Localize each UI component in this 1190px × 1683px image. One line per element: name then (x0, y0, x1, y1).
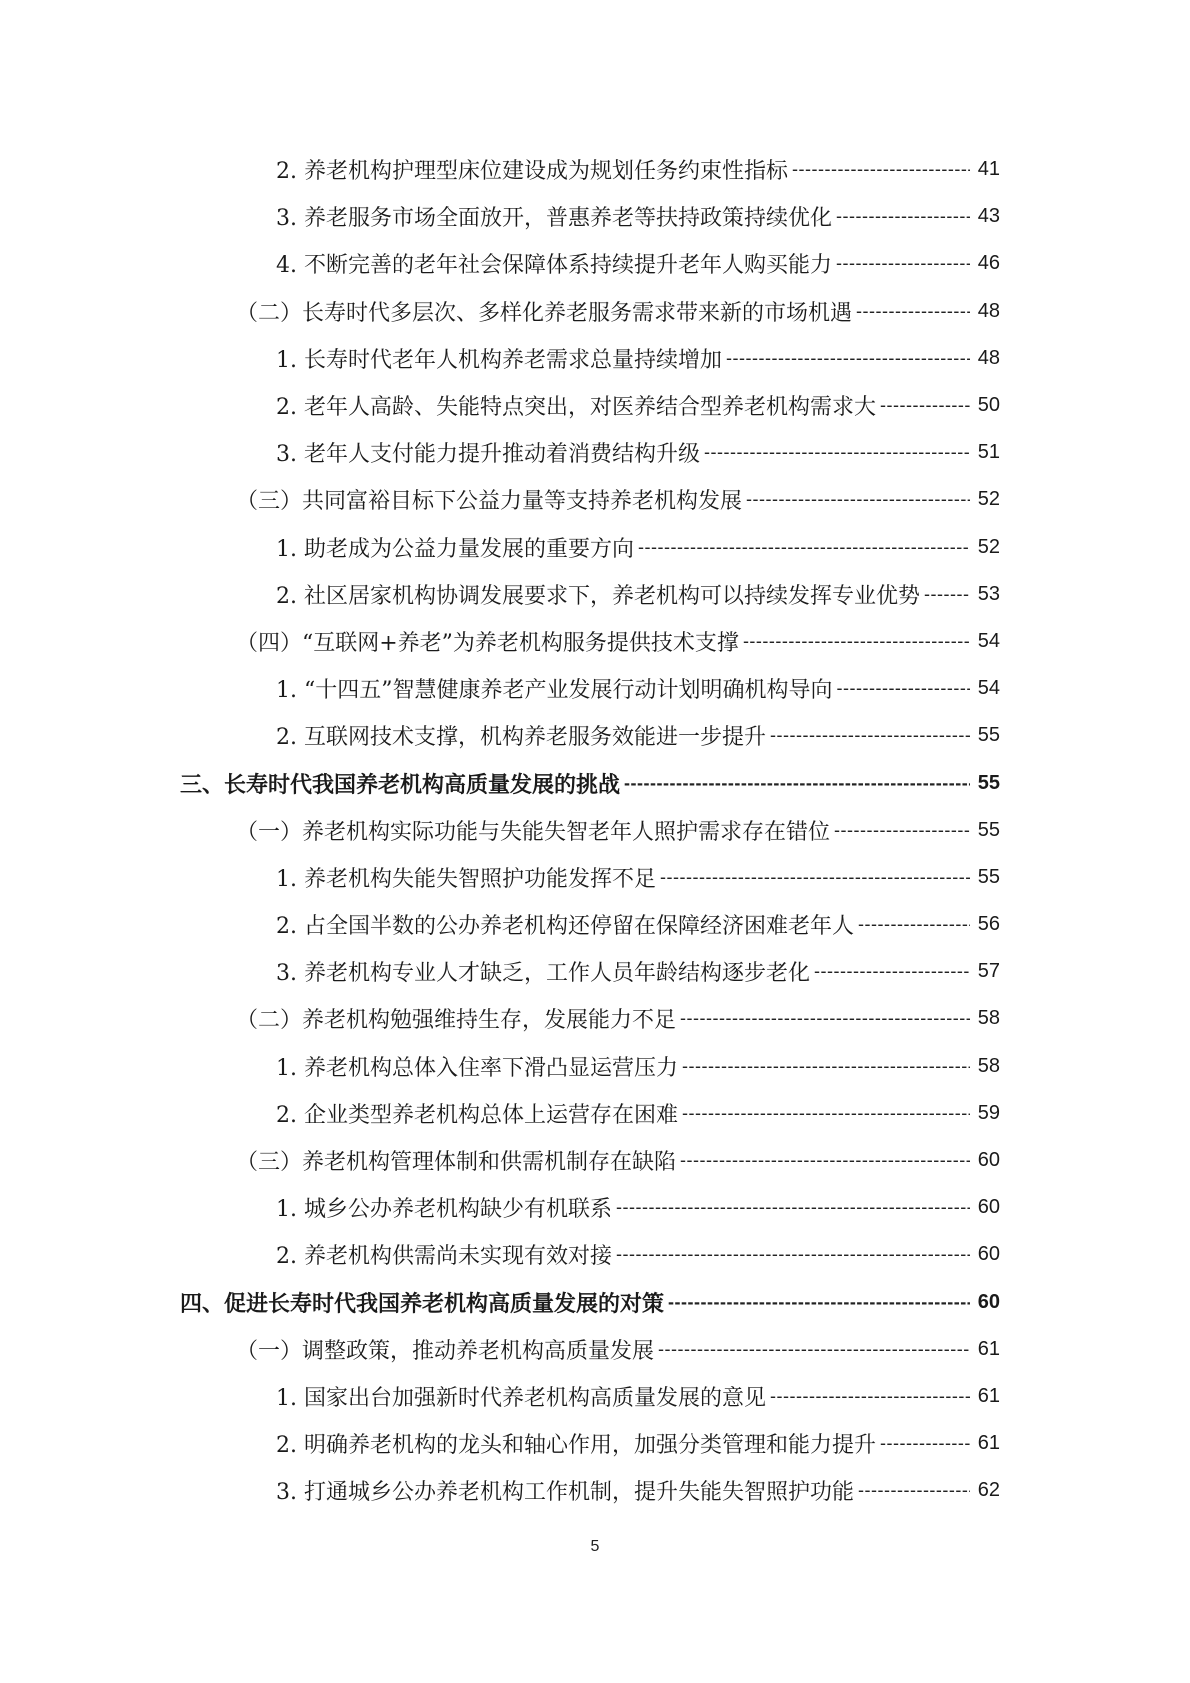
toc-entry-page-number: 61 (977, 1432, 1000, 1455)
toc-entry-title: 1. “十四五”智慧健康养老产业发展行动计划明确机构导向 (276, 678, 833, 704)
toc-entry[interactable] (0, 854, 1190, 901)
toc-entry[interactable] (0, 1373, 1190, 1420)
toc-dot-leader (682, 1103, 970, 1124)
toc-entry-page-number: 60 (977, 1196, 1000, 1219)
toc-dot-leader (770, 725, 970, 746)
toc-entry[interactable] (0, 618, 1190, 665)
toc-entry-title: 2. 养老机构供需尚未实现有效对接 (276, 1244, 612, 1270)
toc-dot-leader (858, 914, 970, 935)
toc-dot-leader (924, 584, 970, 605)
toc-dot-leader (660, 867, 970, 888)
toc-entry[interactable] (0, 1231, 1190, 1278)
toc-entry-page-number: 41 (977, 158, 1000, 181)
toc-entry-page-number: 60 (977, 1243, 1000, 1266)
toc-dot-leader (836, 206, 970, 227)
toc-entry-page-number: 43 (977, 205, 1000, 228)
toc-entry-page-number: 46 (977, 252, 1000, 275)
toc-entry-page-number: 55 (977, 865, 1000, 888)
toc-entry-page-number: 61 (977, 1384, 1000, 1407)
toc-entry[interactable] (0, 1137, 1190, 1184)
toc-entry-title: 1. 助老成为公益力量发展的重要方向 (276, 536, 634, 562)
toc-dot-leader (746, 489, 970, 510)
toc-entry-title: （二）长寿时代多层次、多样化养老服务需求带来新的市场机遇 (236, 300, 853, 326)
toc-entry-title: 2. 明确养老机构的龙头和轴心作用，加强分类管理和能力提升 (276, 1433, 876, 1459)
toc-entry-title: 1. 国家出台加强新时代养老机构高质量发展的意见 (276, 1385, 766, 1411)
toc-dot-leader (814, 961, 970, 982)
toc-entry[interactable] (0, 240, 1190, 287)
toc-entry-title: 3. 老年人支付能力提升推动着消费结构升级 (276, 442, 700, 468)
toc-entry-page-number: 53 (977, 582, 1000, 605)
toc-entry[interactable] (0, 995, 1190, 1042)
toc-dot-leader (638, 537, 970, 558)
toc-entry-page-number: 57 (977, 960, 1000, 983)
toc-dot-leader (856, 301, 970, 322)
toc-dot-leader (834, 820, 970, 841)
toc-entry-title: 3. 养老机构专业人才缺乏，工作人员年龄结构逐步老化 (276, 961, 810, 987)
toc-entry[interactable] (0, 807, 1190, 854)
toc-entry[interactable] (0, 476, 1190, 523)
toc-entry[interactable] (0, 382, 1190, 429)
toc-entry-page-number: 48 (977, 299, 1000, 322)
toc-entry-page-number: 50 (977, 394, 1000, 417)
toc-entry[interactable] (0, 1184, 1190, 1231)
toc-entry[interactable] (0, 1420, 1190, 1467)
toc-dot-leader (680, 1150, 970, 1171)
toc-entry-title: （一）调整政策，推动养老机构高质量发展 (236, 1338, 655, 1364)
toc-entry-page-number: 61 (977, 1337, 1000, 1360)
toc-entry[interactable] (0, 524, 1190, 571)
toc-entry-page-number: 58 (977, 1054, 1000, 1077)
toc-entry[interactable] (0, 571, 1190, 618)
toc-entry[interactable] (0, 1090, 1190, 1137)
toc-dot-leader (704, 442, 970, 463)
toc-dot-leader (682, 1056, 970, 1077)
toc-dot-leader (658, 1339, 970, 1360)
toc-entry[interactable] (0, 948, 1190, 995)
toc-dot-leader (624, 773, 970, 794)
toc-entry[interactable] (0, 712, 1190, 759)
toc-entry-title: （四）“互联网+养老”为养老机构服务提供技术支撑 (236, 630, 739, 656)
toc-entry[interactable] (0, 901, 1190, 948)
toc-entry-title: 1. 养老机构失能失智照护功能发挥不足 (276, 866, 656, 892)
toc-entry-page-number: 55 (977, 771, 1000, 794)
toc-dot-leader (770, 1386, 970, 1407)
toc-entry-title: 1. 养老机构总体入住率下滑凸显运营压力 (276, 1055, 678, 1081)
toc-entry-page-number: 48 (977, 346, 1000, 369)
toc-entry[interactable] (0, 146, 1190, 193)
toc-entry[interactable] (0, 1043, 1190, 1090)
toc-dot-leader (880, 1433, 970, 1454)
toc-entry[interactable] (0, 1279, 1190, 1326)
toc-entry-title: 2. 社区居家机构协调发展要求下，养老机构可以持续发挥专业优势 (276, 583, 920, 609)
table-of-contents (0, 146, 1190, 1514)
toc-entry-title: （三）养老机构管理体制和供需机制存在缺陷 (236, 1150, 677, 1176)
toc-entry-title: 3. 养老服务市场全面放开，普惠养老等扶持政策持续优化 (276, 206, 832, 232)
toc-entry[interactable] (0, 429, 1190, 476)
toc-entry-title: （一）养老机构实际功能与失能失智老年人照护需求存在错位 (236, 819, 831, 845)
toc-entry-title: 2. 老年人高龄、失能特点突出，对医养结合型养老机构需求大 (276, 395, 876, 421)
toc-entry-title: 四、促进长寿时代我国养老机构高质量发展的对策 (180, 1291, 665, 1317)
toc-entry-title: 2. 占全国半数的公办养老机构还停留在保障经济困难老年人 (276, 914, 854, 940)
toc-entry[interactable] (0, 1467, 1190, 1514)
toc-entry-title: 2. 养老机构护理型床位建设成为规划任务约束性指标 (276, 159, 788, 185)
toc-dot-leader (743, 631, 970, 652)
toc-entry-title: 2. 企业类型养老机构总体上运营存在困难 (276, 1102, 678, 1128)
toc-dot-leader (836, 678, 970, 699)
toc-entry-title: 1. 城乡公办养老机构缺少有机联系 (276, 1197, 612, 1223)
page-number: 5 (590, 1538, 600, 1555)
toc-entry[interactable] (0, 665, 1190, 712)
toc-entry[interactable] (0, 335, 1190, 382)
toc-entry-page-number: 62 (977, 1479, 1000, 1502)
toc-dot-leader (836, 253, 970, 274)
toc-entry-page-number: 55 (977, 818, 1000, 841)
toc-entry-page-number: 60 (977, 1290, 1000, 1313)
toc-entry-page-number: 59 (977, 1101, 1000, 1124)
toc-entry-page-number: 60 (977, 1149, 1000, 1172)
toc-entry[interactable] (0, 288, 1190, 335)
toc-entry-title: 2. 互联网技术支撑，机构养老服务效能进一步提升 (276, 725, 766, 751)
toc-dot-leader (880, 395, 970, 416)
toc-dot-leader (616, 1244, 970, 1265)
toc-entry-page-number: 52 (977, 488, 1000, 511)
toc-dot-leader (726, 348, 970, 369)
toc-entry-page-number: 54 (977, 629, 1000, 652)
toc-entry-title: 1. 长寿时代老年人机构养老需求总量持续增加 (276, 347, 722, 373)
toc-entry-title: 三、长寿时代我国养老机构高质量发展的挑战 (180, 772, 621, 798)
toc-entry-title: 4. 不断完善的老年社会保障体系持续提升老年人购买能力 (276, 253, 832, 279)
toc-entry-page-number: 52 (977, 535, 1000, 558)
toc-dot-leader (680, 1008, 970, 1029)
toc-entry-title: 3. 打通城乡公办养老机构工作机制，提升失能失智照护功能 (276, 1480, 854, 1506)
toc-entry-page-number: 55 (977, 724, 1000, 747)
toc-entry-page-number: 54 (977, 677, 1000, 700)
toc-entry-page-number: 56 (977, 913, 1000, 936)
toc-entry[interactable] (0, 759, 1190, 806)
toc-dot-leader (668, 1292, 970, 1313)
toc-entry-page-number: 58 (977, 1007, 1000, 1030)
toc-entry-title: （二）养老机构勉强维持生存，发展能力不足 (236, 1008, 677, 1034)
toc-entry[interactable] (0, 1326, 1190, 1373)
toc-entry[interactable] (0, 193, 1190, 240)
toc-dot-leader (792, 159, 970, 180)
toc-dot-leader (858, 1480, 970, 1501)
toc-dot-leader (616, 1197, 970, 1218)
toc-entry-title: （三）共同富裕目标下公益力量等支持养老机构发展 (236, 489, 743, 515)
toc-entry-page-number: 51 (977, 441, 1000, 464)
